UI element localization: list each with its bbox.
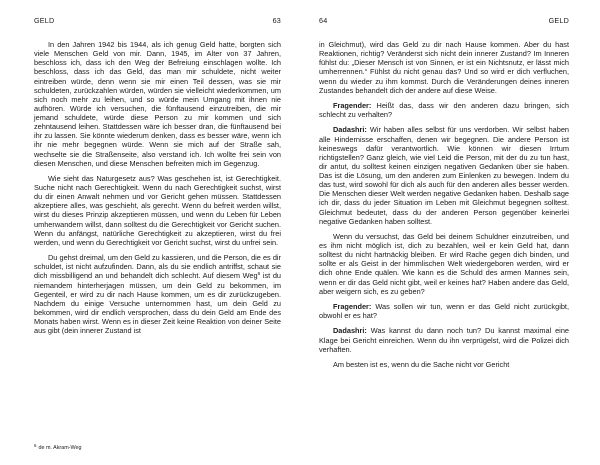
paragraph: Wie sieht das Naturgesetz aus? Was geschehen ist, ist Gerechtigkeit. Suche nicht nach Gerechtigkeit. Wenn du nach Gerechtigkeit suchst, wirst du dir einen Anwalt nehmen und vor Gericht gehen müssen. Stattdessen akzeptiere alles, was geschieht, als gerecht. Wenn du befreit werden willst, wirst du dieses Prinzip akzeptieren müssen, und wenn du Leben für Leben umherwandern willst, dann solltest du die Gerechtigkeit vor Gericht suchen. Wenn du anfängst, natürliche Gerechtigkeit zu akzeptieren, wirst du frei werden, und wenn du Gerechtigkeit vor Gericht suchst, wirst du unfrei sein. [34,173,281,247]
paragraph [319,326,569,353]
speaker-label: Dadashri: [333,125,367,135]
right-page [300,0,600,465]
paragraph-text: Du gehst dreimal, um den Geld zu kassieren, und die Person, die es dir schuldet, ist nicht aufzufinden. Dann, als du sie endlich antriffst, schaut sie dich missbilligend an und behandelt dich schlecht. Auf diesem Weg [34,253,281,281]
running-title: GELD [548,16,569,25]
paragraph [319,101,569,119]
right-running-head [319,16,569,27]
paragraph [34,253,281,335]
page-number: 63 [272,16,281,25]
paragraph-text: Wir haben alles selbst für uns verdorben. Wir selbst haben alle Hindernisse erschaffen, denen wir begegnen. Die andere Person ist keineswegs dafür verantwortlich. Wie können wir diesen Irrtum richtigstellen? Ganz gleich, wie viel Leid die Person, mit der du zu tun hast, dir antut, du solltest keinen einzigen negativen Gedanken über sie haben. Das ist die Lösung, um den anderen zum Einlenken zu bewegen. Indem du das tust, wird sowohl für dich als auch für den anderen alles besser werden. Die Menschen dieser Welt werden negative Gedanken haben. Deshalb sage ich dir, dass du jeder Situation im Leben mit Gleichmut begegnen solltest. Gleichmut bedeutet, dass du der anderen Person gegenüber keinerlei negative Gedanken haben solltest. [319,125,569,226]
paragraph-text: Was kannst du dann noch tun? Du kannst maximal eine Klage bei Gericht einreichen. Wenn du ihn verprügelst, wird die Polizei dich verhaften. [319,326,569,354]
right-body-text [319,40,569,369]
paragraph [319,40,569,95]
paragraph-text: Am besten ist es, wenn du die Sache nicht vor Gericht [333,360,510,369]
left-body-text [34,40,281,335]
paragraph [319,125,569,225]
paragraph [319,360,569,369]
speaker-label: Fragender: [333,302,372,311]
paragraph-text: Heißt das, dass wir den anderen dazu bringen, sich schlecht zu verhalten? [319,100,569,120]
footnote-text: de m. Akram-Weg [38,445,82,451]
footnote-number: 6 [34,443,37,448]
page-number: 64 [319,16,328,25]
paragraph-text: Was sollen wir tun, wenn er das Geld nicht zurückgibt, obwohl er es hat? [319,302,569,321]
speaker-label: Dadashri: [333,326,367,336]
paragraph [319,302,569,320]
paragraph-text: Wenn du versuchst, das Geld bei deinem Schuldner einzutreiben, und es ihm nicht möglich ist, dich zu bezahlen, weil er kein Geld hat, dann solltest du nicht hartnäckig bleiben. Er wird Rache gegen dich binden, und sollte er als Geist in der himmlischen Welt wiedergeboren werden, wird er dich ohne Ende quälen. Wie kann es die Schuld des armen Mannes sein, wenn er dir das Geld nicht gibt, weil er keines hat? Haben andere das Geld, aber weigern sich, es zu geben? [319,231,569,296]
speaker-label: Fragender: [333,100,372,110]
footnote [34,442,82,452]
paragraph-text: ist du niemandem hinterherjagen müssen, um dein Geld zu bekommen, im Gegenteil, er wird zu dir nach Hause kommen, um es dir zurückzugeben. Nachdem du einige Versuche unternommen hast, um dein Geld zu bekommen, wird dir endlich versprochen, dass du dein Geld am Ende des Monats haben wirst. Wenn es in dieser Zeit keine Reaktion von deiner Seite aus gibt (dein innerer Zustand ist [34,271,282,336]
paragraph [319,232,569,296]
footnote-reference: 6 [257,272,261,278]
paragraph: In den Jahren 1942 bis 1944, als ich genug Geld hatte, borgten sich viele Menschen Geld von mir. Dann, 1945, im Alter von 37 Jahren, beschloss ich, dass ich den Weg der Befreiung einschlagen wollte. Ich beschloss, dass ich das Geld, das man mir schuldete, nicht weiter eintreiben würde, denn wenn sie mir einen Teil dessen, was sie mir schuldeten, zurückzahlen würden, würden sie vielleicht wiederkommen, um sich noch mehr zu leihen, und so würde mein Umgang mit ihnen nie aufhören. Würde ich versuchen, die fünftausend einzutreiben, die mir jemand schuldete, würde diese Person zu mir kommen und sich zehntausend leihen. Stattdessen wäre ich besser dran, die fünftausend bei ihr zu lassen. Sie könnte wiederum denken, dass es besser wäre, wenn ich ihr nie mehr begegnen würde. Wenn sie mich auf der Straße sah, wechselte sie die Straßenseite, also verstand ich. Ich wollte frei sein von diesen Menschen, und diese Menschen befreiten mich im Gegenzug. [34,40,281,168]
paragraph-text: in Gleichmut), wird das Geld zu dir nach Hause kommen. Aber du hast Reaktionen, richtig? Veränderst sich nicht dein innerer Zustand? Im Inneren fühlst du: „Dieser Mensch ist von Sinnen, er ist ein Nichtsnutz, er lässt mich umherrennen.“ Fühlst du nicht genau das? Und so wird er dich verfluchen, wenn du wieder zu ihm kommst. Durch die Veränderungen deines inneren Zustandes behandelt dich der andere auf diese Weise. [319,40,569,95]
running-title: GELD [34,16,55,25]
left-running-head [34,16,281,27]
